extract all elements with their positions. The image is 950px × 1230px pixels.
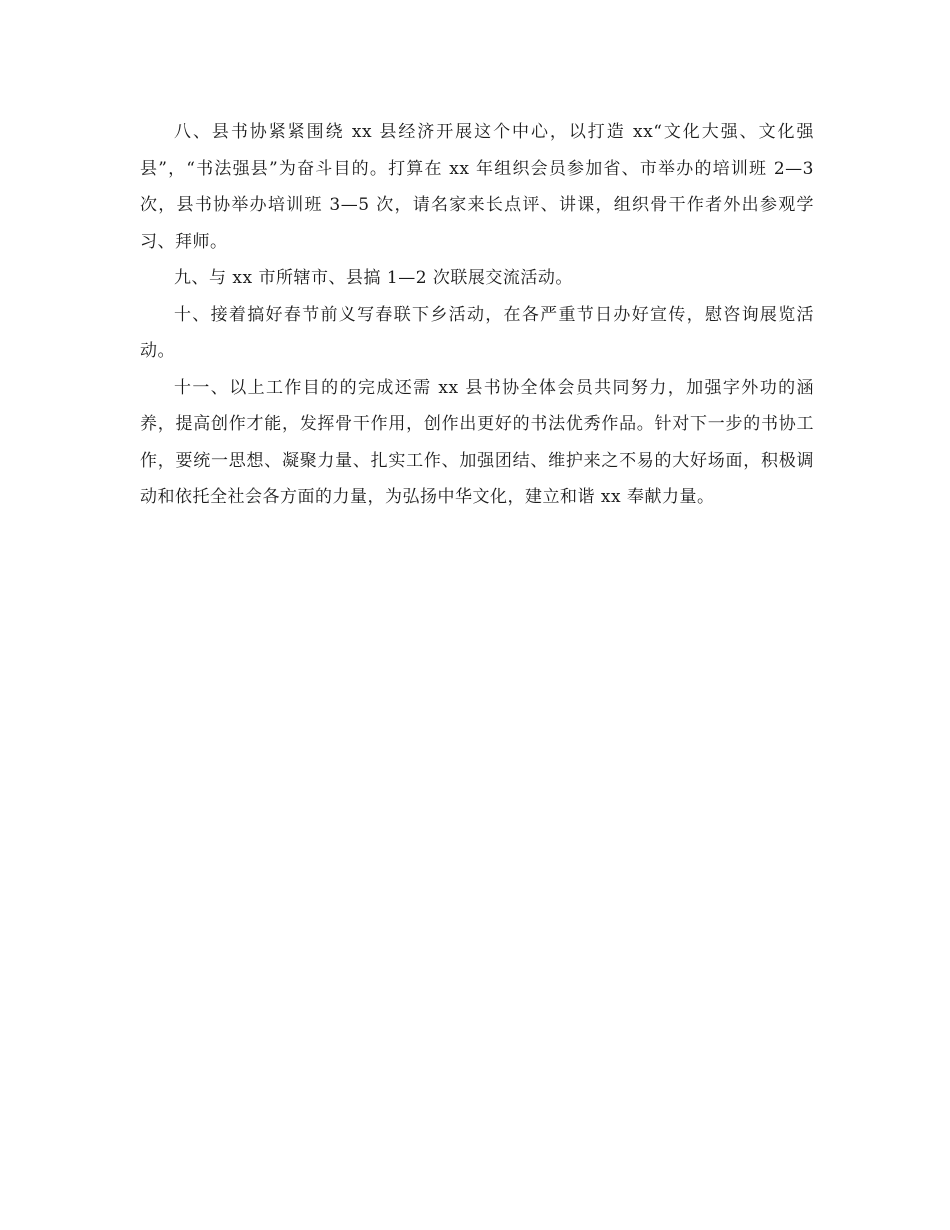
paragraph-8: 八、县书协紧紧围绕 xx 县经济开展这个中心，以打造 xx“文化大强、文化强县”，“书法强县”为奋斗目的。打算在 xx 年组织会员参加省、市举办的培训班 2—3 次，县书协举办培训班 3—5 次，请名家来长点评、讲课，组织骨干作者外出参观学习、拜师。 — [140, 122, 814, 252]
document-body — [140, 114, 814, 516]
paragraph-10: 十、接着搞好春节前义写春联下乡活动，在各严重节日办好宣传，慰咨询展览活动。 — [140, 304, 814, 361]
paragraph-11: 十一、以上工作目的的完成还需 xx 县书协全体会员共同努力，加强字外功的涵养，提高创作才能，发挥骨干作用，创作出更好的书法优秀作品。针对下一步的书协工作，要统一思想、凝聚力量、扎实工作、加强团结、维护来之不易的大好场面，积极调动和依托全社会各方面的力量，为弘扬中华文化，建立和谐 xx 奉献力量。 — [140, 377, 814, 507]
paragraph-9: 九、与 xx 市所辖市、县搞 1—2 次联展交流活动。 — [174, 268, 573, 288]
